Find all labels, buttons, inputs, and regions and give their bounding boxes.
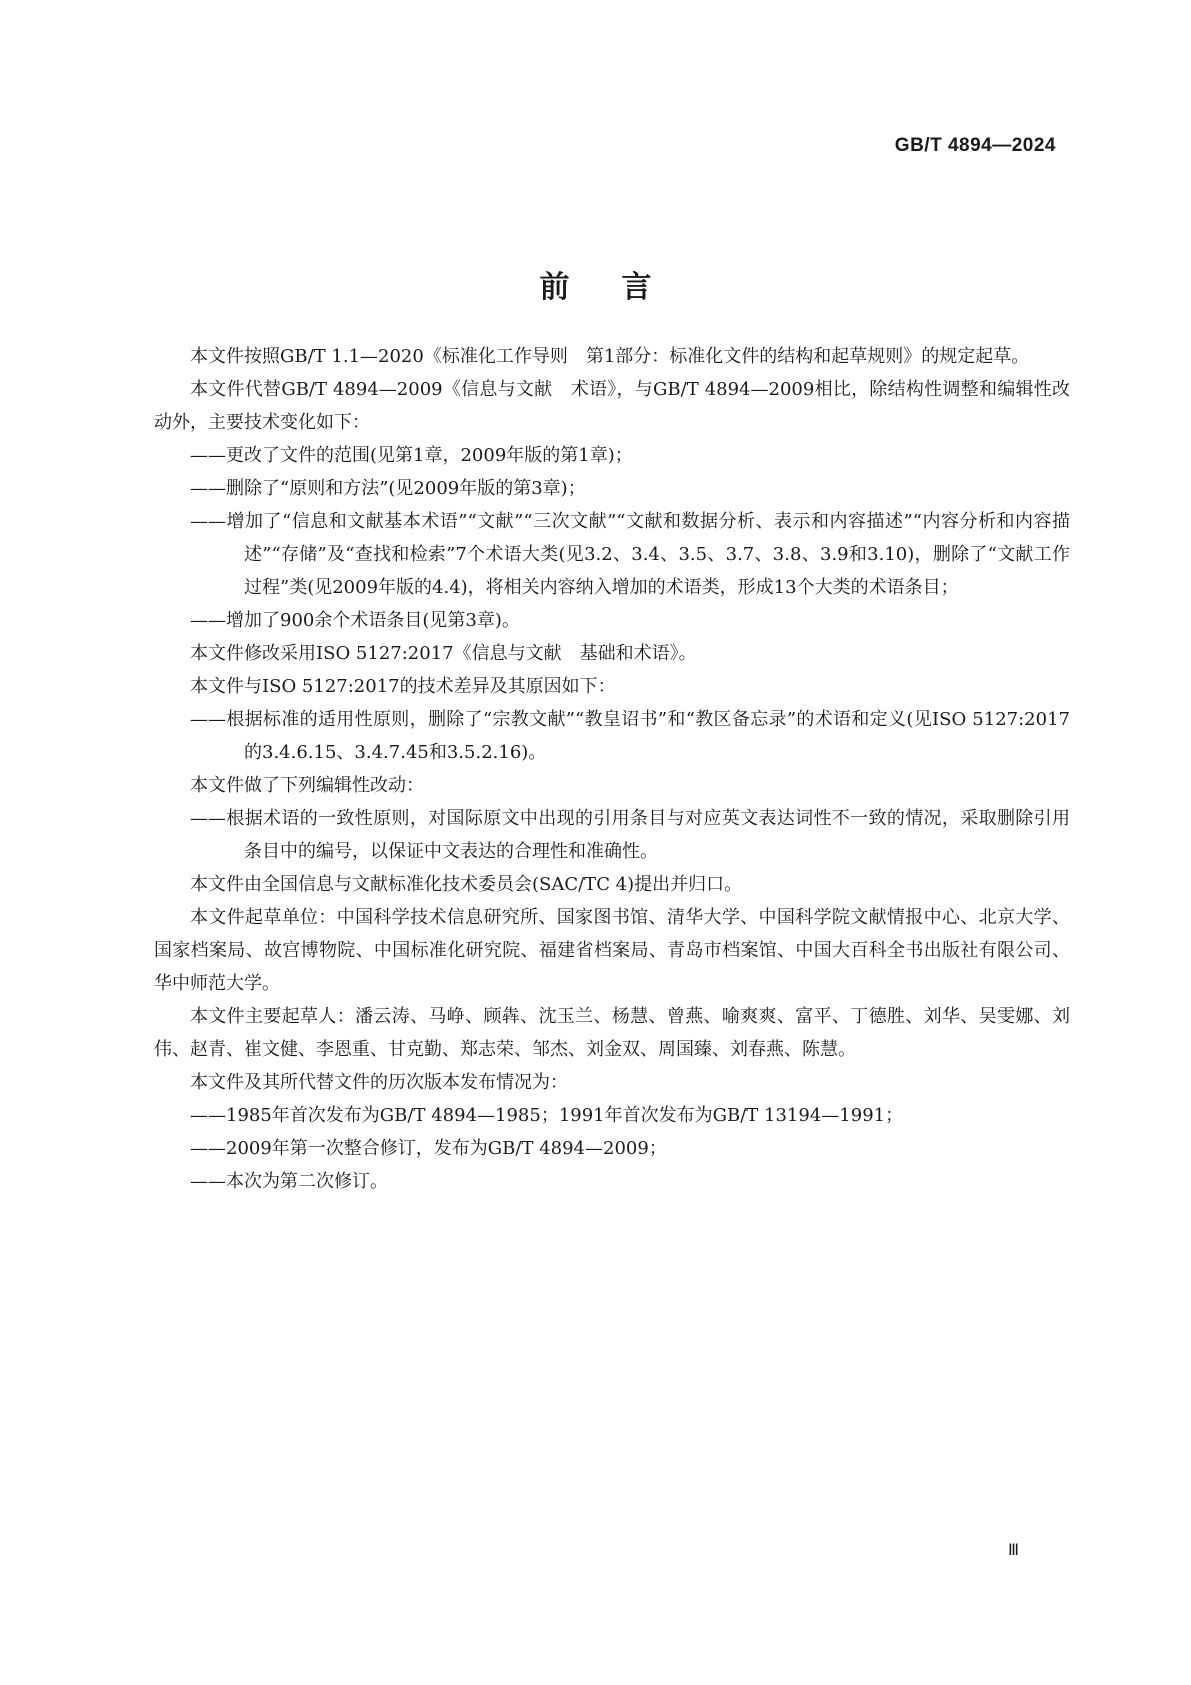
list-item-history-current: ——本次为第二次修订。 (190, 1171, 388, 1192)
list-item-added-categories: ——增加了“信息和文献基本术语”“文献”“三次文献”“文献和数据分析、表示和内容描述”“内容分析和内容描述”“存储”及“查找和检索”7个术语大类(见3.2、3.4、3.5、3.7、3.8、3.9和3.10)，删除了“文献工作过程”类(见2009年版的4.4)，将相关内容纳入增加的术语类，形成13个大类的术语条目； (190, 511, 1070, 598)
paragraph-history: 本文件及其所代替文件的历次版本发布情况为： (190, 1072, 568, 1093)
list-item-removed-principles: ——删除了“原则和方法”(见2009年版的第3章)； (190, 478, 586, 499)
document-body (154, 340, 1070, 1198)
standard-code: GB/T 4894—2024 (894, 135, 1056, 156)
paragraph-drafting-rules: 本文件按照GB/T 1.1—2020《标准化工作导则 第1部分：标准化文件的结构和起草规则》的规定起草。 (190, 346, 1030, 367)
paragraph-drafting-units: 本文件起草单位：中国科学技术信息研究所、国家图书馆、清华大学、中国科学院文献情报中心、北京大学、国家档案局、故宫博物院、中国标准化研究院、福建省档案局、青岛市档案馆、中国大百科全书出版社有限公司、华中师范大学。 (154, 907, 1070, 994)
list-item-deleted-terms: ——根据标准的适用性原则，删除了“宗教文献”“教皇诏书”和“教区备忘录”的术语和定义(见ISO 5127:2017的3.4.6.15、3.4.7.45和3.5.2.16)。 (190, 709, 1070, 763)
page-number: Ⅲ (1007, 1542, 1019, 1559)
list-item-history-2009: ——2009年第一次整合修订，发布为GB/T 4894—2009； (190, 1138, 667, 1159)
list-item-scope-change: ——更改了文件的范围(见第1章，2009年版的第1章)； (190, 445, 633, 466)
paragraph-editorial-changes: 本文件做了下列编辑性改动： (190, 775, 424, 796)
page-title: 前言 (539, 270, 704, 306)
list-item-history-1985: ——1985年首次发布为GB/T 4894—1985；1991年首次发布为GB/T 13194—1991； (190, 1105, 904, 1126)
list-item-consistency: ——根据术语的一致性原则，对国际原文中出现的引用条目与对应英文表达词性不一致的情况，采取删除引用条目中的编号，以保证中文表达的合理性和准确性。 (190, 808, 1070, 862)
paragraph-adoption: 本文件修改采用ISO 5127:2017《信息与文献 基础和术语》。 (190, 643, 697, 664)
paragraph-replaces: 本文件代替GB/T 4894—2009《信息与文献 术语》，与GB/T 4894—2009相比，除结构性调整和编辑性改动外，主要技术变化如下： (154, 379, 1070, 433)
list-item-added-entries: ——增加了900余个术语条目(见第3章)。 (190, 610, 520, 631)
paragraph-proposed-by: 本文件由全国信息与文献标准化技术委员会(SAC/TC 4)提出并归口。 (190, 874, 743, 895)
paragraph-technical-differences: 本文件与ISO 5127:2017的技术差异及其原因如下： (190, 676, 616, 697)
paragraph-drafters: 本文件主要起草人：潘云涛、马峥、顾犇、沈玉兰、杨慧、曾燕、喻爽爽、富平、丁德胜、刘华、吴雯娜、刘伟、赵青、崔文健、李恩重、甘克勤、郑志荣、邹杰、刘金双、周国臻、刘春燕、陈慧。 (154, 1006, 1070, 1060)
